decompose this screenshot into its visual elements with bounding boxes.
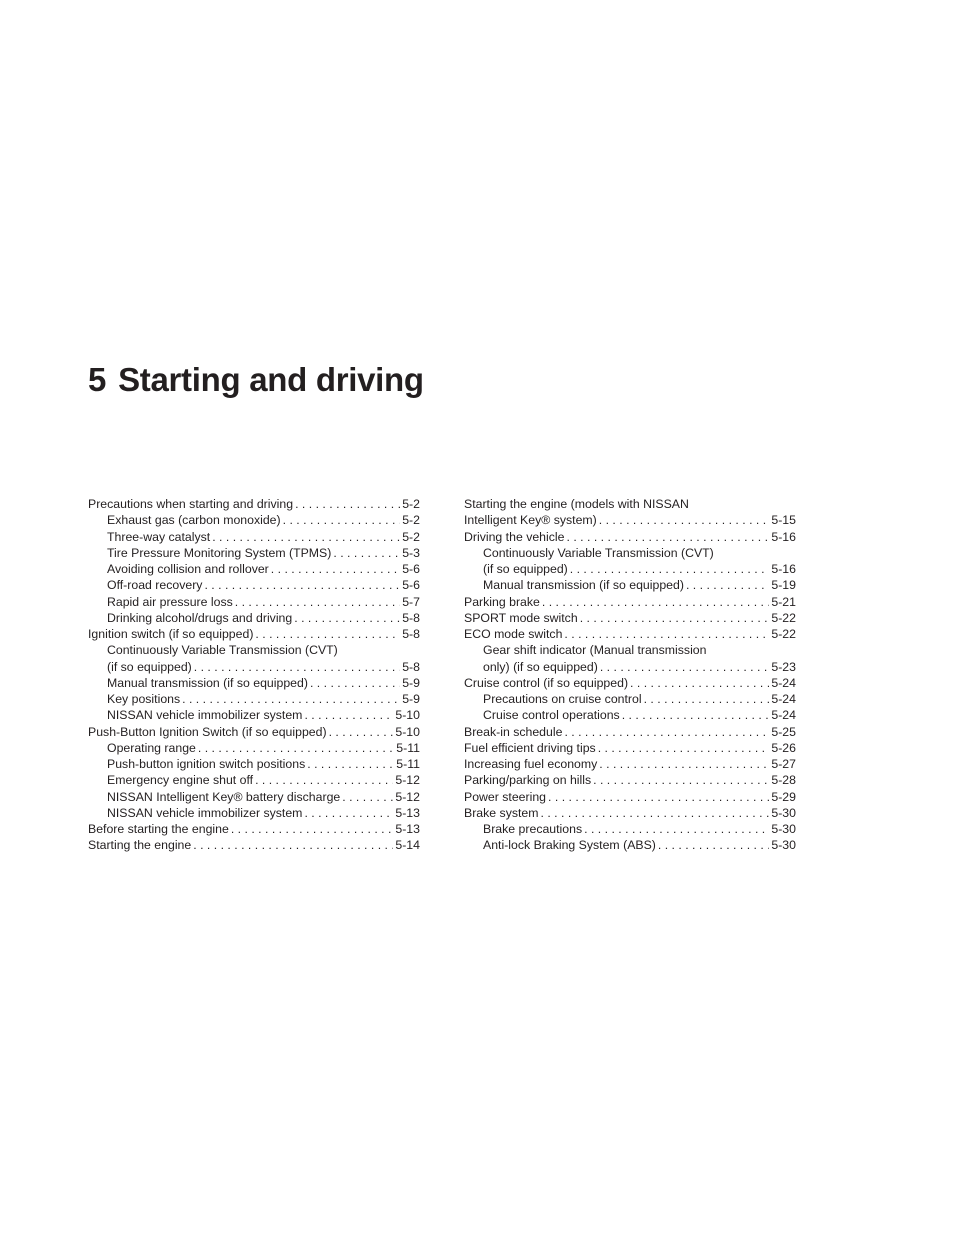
toc-entry[interactable]	[88, 561, 420, 577]
toc-entry[interactable]	[88, 740, 420, 756]
dot-leader	[593, 772, 769, 788]
toc-entry-title: Precautions on cruise control	[483, 692, 642, 706]
toc-entry-title: NISSAN vehicle immobilizer system	[107, 708, 303, 723]
toc-entry[interactable]	[88, 577, 420, 593]
toc-entry[interactable]	[464, 577, 796, 593]
toc-entry[interactable]	[88, 772, 420, 788]
toc-entry-title: Operating range	[107, 740, 196, 755]
toc-entry[interactable]	[464, 642, 796, 675]
toc-entry[interactable]	[88, 545, 420, 561]
toc-entry-title: Anti-lock Braking System (ABS)	[483, 838, 656, 853]
dot-leader	[566, 529, 769, 545]
toc-entry-title: Emergency engine shut off	[107, 773, 254, 788]
toc-page-number: 5-16	[771, 529, 796, 544]
toc-entry-title: ECO mode switch	[464, 627, 563, 641]
toc-entry[interactable]	[88, 642, 420, 675]
dot-leader	[307, 756, 394, 772]
toc-page-number: 5-11	[396, 757, 420, 771]
dot-leader	[622, 707, 770, 723]
dot-leader	[198, 740, 394, 756]
toc-entry[interactable]	[464, 772, 796, 788]
toc-entry[interactable]	[88, 594, 420, 610]
toc-page-number: 5-24	[771, 675, 796, 690]
dot-leader	[193, 837, 393, 853]
dot-leader	[658, 837, 769, 853]
dot-leader	[564, 626, 769, 642]
toc-entry-title: Cruise control (if so equipped)	[464, 675, 629, 690]
toc-page-number: 5-10	[395, 708, 420, 723]
toc-entry-title: (if so equipped)	[483, 562, 568, 576]
toc-page-number: 5-13	[395, 805, 420, 820]
toc-entry-title: Manual transmission (if so equipped)	[107, 675, 308, 690]
toc-entry[interactable]	[88, 691, 420, 707]
toc-entry[interactable]	[88, 626, 420, 642]
toc-page-number: 5-13	[395, 822, 420, 836]
toc-entry[interactable]	[88, 610, 420, 626]
toc-page-number: 5-22	[771, 627, 796, 641]
dot-leader	[600, 659, 770, 675]
dot-leader	[283, 512, 401, 528]
dot-leader	[231, 821, 394, 837]
toc-entry-title: NISSAN Intelligent Key® battery discharge	[107, 789, 341, 804]
dot-leader	[271, 561, 400, 577]
toc-column-right	[464, 496, 796, 854]
dot-leader	[304, 707, 393, 723]
toc-page-number: 5-30	[771, 838, 796, 853]
dot-leader	[304, 805, 393, 821]
toc-entry[interactable]	[464, 724, 796, 740]
toc-entry[interactable]	[88, 789, 420, 805]
toc-entry[interactable]	[464, 707, 796, 723]
toc-page-number: 5-19	[771, 578, 796, 593]
toc-entry-title: Starting the engine (models with NISSAN	[464, 497, 689, 511]
toc-entry[interactable]	[464, 594, 796, 610]
toc-page-number: 5-12	[395, 789, 420, 804]
toc-entry[interactable]	[88, 707, 420, 723]
toc-entry-title: Key positions	[107, 692, 181, 706]
dot-leader	[630, 675, 769, 691]
toc-entry-title: Cruise control operations	[483, 708, 620, 723]
toc-entry-title: Precautions when starting and driving	[88, 497, 294, 511]
toc-entry-title: Brake system	[464, 805, 539, 820]
toc-entry-title: only) (if so equipped)	[483, 659, 598, 674]
toc-entry[interactable]	[88, 837, 420, 853]
toc-entry[interactable]	[464, 691, 796, 707]
toc-page-number: 5-12	[395, 773, 420, 788]
dot-leader	[644, 691, 770, 707]
toc-entry[interactable]	[464, 496, 796, 529]
chapter-title-text: Starting and driving	[118, 361, 424, 398]
toc-entry[interactable]	[88, 805, 420, 821]
toc-entry-title: Avoiding collision and rollover	[107, 562, 269, 576]
toc-entry[interactable]	[88, 512, 420, 528]
toc-page-number: 5-2	[402, 513, 420, 528]
toc-page-number: 5-3	[402, 545, 420, 560]
toc-entry[interactable]	[464, 675, 796, 691]
toc-entry-title: Off-road recovery	[107, 578, 203, 593]
dot-leader	[295, 496, 400, 512]
toc-entry[interactable]	[88, 756, 420, 772]
toc-page-number: 5-24	[771, 708, 796, 723]
toc-entry-title: Parking brake	[464, 594, 540, 609]
toc-entry-title: Brake precautions	[483, 822, 583, 836]
toc-entry-title: Break-in schedule	[464, 724, 563, 739]
toc-entry-title: Continuously Variable Transmission (CVT)	[483, 545, 714, 560]
dot-leader	[599, 512, 770, 528]
dot-leader	[235, 594, 400, 610]
toc-page-number: 5-8	[402, 659, 420, 674]
toc-entry-title: Starting the engine	[88, 838, 192, 853]
dot-leader	[255, 772, 393, 788]
toc-entry[interactable]	[88, 821, 420, 837]
toc-entry-title: Continuously Variable Transmission (CVT)	[107, 643, 338, 658]
toc-page-number: 5-8	[402, 610, 420, 625]
toc-column-left	[88, 496, 420, 854]
toc-entry-title: Rapid air pressure loss	[107, 594, 233, 609]
toc-entry-title: Three-way catalyst	[107, 529, 211, 544]
dot-leader	[548, 789, 769, 805]
dot-leader	[310, 675, 400, 691]
toc-page-number: 5-6	[402, 562, 420, 576]
toc-entry-title: Before starting the engine	[88, 822, 229, 836]
dot-leader	[342, 789, 393, 805]
toc-entry[interactable]	[464, 610, 796, 626]
toc-entry[interactable]	[464, 626, 796, 642]
toc-entry-title: Drinking alcohol/drugs and driving	[107, 610, 293, 625]
toc-entry-title: (if so equipped)	[107, 659, 192, 674]
toc-entry-title: Fuel efficient driving tips	[464, 740, 596, 755]
dot-leader	[570, 561, 770, 577]
toc-entry[interactable]	[464, 756, 796, 772]
dot-leader	[194, 659, 400, 675]
toc-page-number: 5-24	[771, 692, 796, 706]
chapter-number: 5	[88, 361, 107, 398]
toc-page-number: 5-21	[771, 594, 796, 609]
toc-entry-title: Gear shift indicator (Manual transmission	[483, 643, 707, 658]
toc-page-number: 5-26	[771, 740, 796, 755]
toc-entry[interactable]	[464, 837, 796, 853]
dot-leader	[599, 756, 769, 772]
toc-page-number: 5-9	[402, 675, 420, 690]
toc-page-number: 5-10	[395, 724, 420, 739]
toc-page-number: 5-14	[395, 838, 420, 853]
toc-page-number: 5-2	[402, 529, 420, 544]
toc-page-number: 5-9	[402, 692, 420, 706]
toc-entry-title: Parking/parking on hills	[464, 773, 592, 788]
toc-entry-title: Increasing fuel economy	[464, 757, 598, 771]
dot-leader	[564, 724, 769, 740]
toc-entry[interactable]	[464, 529, 796, 545]
toc-page-number: 5-16	[771, 562, 796, 576]
dot-leader	[584, 821, 769, 837]
toc-page-number: 5-25	[771, 724, 796, 739]
toc-entry[interactable]	[88, 496, 420, 512]
chapter-title	[88, 359, 424, 401]
toc-entry-title: Push-button ignition switch positions	[107, 757, 306, 771]
toc-page-number: 5-29	[771, 789, 796, 804]
toc-page-number: 5-30	[771, 805, 796, 820]
dot-leader	[686, 577, 769, 593]
dot-leader	[255, 626, 400, 642]
dot-leader	[294, 610, 400, 626]
toc-page-number: 5-22	[771, 610, 796, 625]
toc-entry-title: Driving the vehicle	[464, 529, 565, 544]
dot-leader	[329, 724, 394, 740]
toc-entry[interactable]	[88, 529, 420, 545]
toc-page-number: 5-8	[402, 627, 420, 641]
toc-entry[interactable]	[464, 545, 796, 578]
dot-leader	[182, 691, 400, 707]
toc-entry-title: Exhaust gas (carbon monoxide)	[107, 513, 281, 528]
toc-page-number: 5-11	[396, 740, 420, 755]
toc-entry-title: Tire Pressure Monitoring System (TPMS)	[107, 545, 332, 560]
toc-entry-title: Ignition switch (if so equipped)	[88, 627, 254, 641]
toc-entry-title: SPORT mode switch	[464, 610, 578, 625]
dot-leader	[333, 545, 400, 561]
toc-page-number: 5-7	[402, 594, 420, 609]
toc-entry[interactable]	[464, 740, 796, 756]
toc-entry-title: Push-Button Ignition Switch (if so equipped)	[88, 724, 327, 739]
toc-entry[interactable]	[464, 821, 796, 837]
toc-entry[interactable]	[464, 789, 796, 805]
toc-page-number: 5-15	[771, 513, 796, 528]
toc-entry-title: Manual transmission (if so equipped)	[483, 578, 684, 593]
toc-page-number: 5-30	[771, 822, 796, 836]
toc-entry[interactable]	[88, 724, 420, 740]
dot-leader	[212, 529, 400, 545]
dot-leader	[204, 577, 400, 593]
dot-leader	[598, 740, 770, 756]
dot-leader	[542, 594, 770, 610]
toc-page-number: 5-6	[402, 578, 420, 593]
toc-entry-title: NISSAN vehicle immobilizer system	[107, 805, 303, 820]
toc-page-number: 5-2	[402, 497, 420, 511]
toc-entry[interactable]	[464, 805, 796, 821]
toc-entry-title: Intelligent Key® system)	[464, 513, 597, 528]
toc-entry-title: Power steering	[464, 789, 547, 804]
dot-leader	[540, 805, 769, 821]
dot-leader	[580, 610, 770, 626]
toc-page-number: 5-27	[771, 757, 796, 771]
toc-page-number: 5-28	[771, 773, 796, 788]
toc-page-number: 5-23	[771, 659, 796, 674]
toc-entry[interactable]	[88, 675, 420, 691]
